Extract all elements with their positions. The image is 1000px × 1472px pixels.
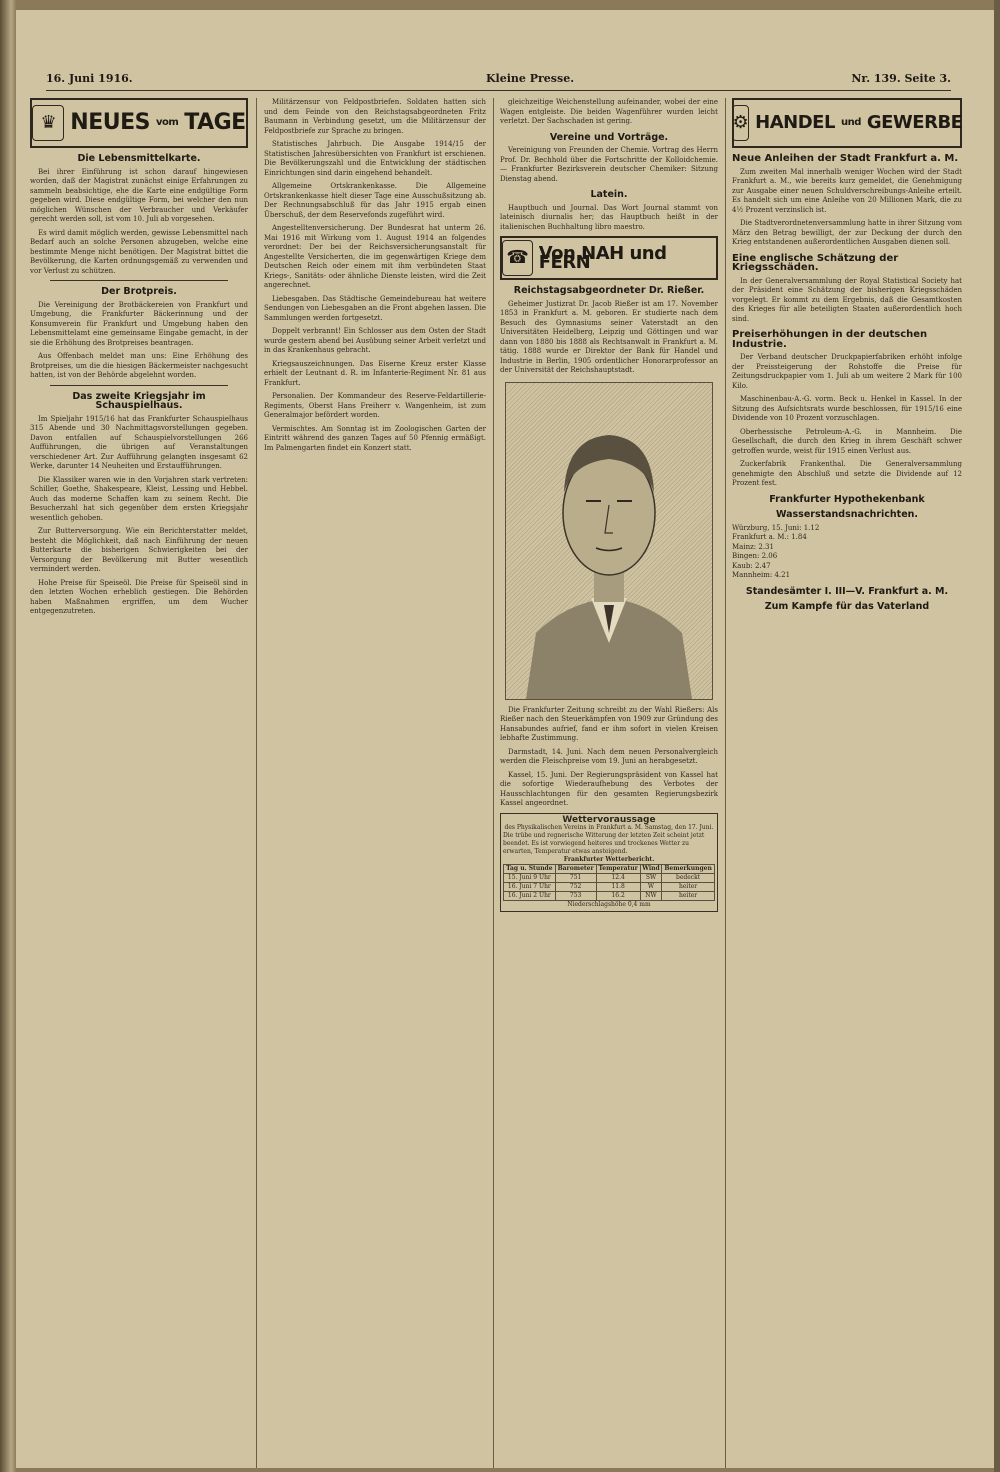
book-spine bbox=[0, 0, 16, 1472]
table-cell: heiter bbox=[662, 882, 715, 891]
weather-table-title: Frankfurter Wetterbericht. bbox=[563, 855, 655, 863]
article-heading: Latein. bbox=[590, 189, 628, 200]
section-banner-neues-vom-tage bbox=[30, 98, 248, 148]
article-heading: Das zweite Kriegsjahr im Schauspielhaus. bbox=[72, 390, 206, 411]
list-item: Kaub: 2.47 bbox=[732, 561, 771, 570]
column-rule bbox=[256, 98, 257, 1468]
article-paragraph: Die Stadtverordnetenversammlung hatte in ihrer Sitzung vom März den Betrag bewilligt, der zur Deckung der durch den Krieg entstandenen außerordentlichen Ausgaben dienen soll. bbox=[732, 219, 962, 246]
article-paragraph: Hohe Preise für Speiseöl. Die Preise für Speiseöl sind in den letzten Wochen erheblich gestiegen. Die Behörden haben Maßnahmen ergriffen, um dem Wucher entgegenzutreten. bbox=[30, 578, 248, 615]
article-heading: Die Lebensmittelkarte. bbox=[77, 153, 201, 164]
section-banner-handel-und-gewerbe bbox=[732, 98, 962, 148]
portrait-drawing bbox=[506, 383, 712, 699]
article-paragraph: Die Vereinigung der Brotbäckereien von Frankfurt und Umgebung, die Frankfurter Bäckerinnung und der Konsumverein für Frankfurt und Umgebung haben den Lebensmittelamt eine gemeinsame Eingabe gemacht, in der sie die Erhöhung des Brotpreises beantragen. bbox=[30, 300, 248, 347]
list-item: Würzburg, 15. Juni: 1.12 bbox=[732, 523, 820, 532]
column-3 bbox=[500, 98, 718, 1468]
banner-word: vom bbox=[155, 117, 179, 129]
table-cell: 12.4 bbox=[596, 873, 640, 882]
table-cell: NW bbox=[640, 891, 661, 900]
table-header: Wind bbox=[642, 864, 660, 872]
article-paragraph: Militärzensur von Feldpostbriefen. Soldaten hatten sich und dem Feinde von den Reichstagsabgeordneten Fritz Baumann in Verbindung gesetzt, um die Militärzensur der Feldpostbriefe zur Sprache zu bringen. bbox=[264, 98, 486, 135]
weather-note: Niederschlagshöhe 0,4 mm bbox=[567, 900, 651, 908]
article-heading: Preiserhöhungen in der deutschen Industrie. bbox=[732, 329, 928, 350]
article-paragraph: Zur Butterversorgung. Wie ein Berichterstatter meldet, besteht die Möglichkeit, daß nach Einführung der neuen Butterkarte die bisherigen Schwierigkeiten bei der Versorgung der Bevölkerung mit Butter wesentlich vermindert werden. bbox=[30, 527, 248, 573]
article-paragraph: Kriegsauszeichnungen. Das Eiserne Kreuz erster Klasse erhielt der Leutnant d. R. im Infanterie-Regiment Nr. 81 aus Frankfurt. bbox=[264, 359, 486, 387]
article-paragraph: Hauptbuch und Journal. Das Wort Journal stammt von lateinisch diurnalis her; das Hauptbuch heißt in der italienischen Buchhaltung libro maestro. bbox=[500, 203, 718, 231]
header-issue-number: Nr. 139. Seite 3. bbox=[851, 72, 951, 85]
article-paragraph: Allgemeine Ortskrankenkasse. Die Allgemeine Ortskrankenkasse hielt dieser Tage eine Ausschußsitzung ab. Der Rechnungsabschluß für das Jahr 1915 ergab einen Überschuß, der dem Reservefonds zugeführt wird. bbox=[264, 182, 486, 219]
article-paragraph: In der Generalversammlung der Royal Statistical Society hat der Präsident eine Schätzung der bisherigen Kriegsschäden vorgelegt. Er kommt zu dem Ergebnis, daß die Gesamtkosten des Krieges für alle beteiligten Staaten außerordentlich hoch sind. bbox=[732, 276, 962, 323]
article-heading: Frankfurter Hypothekenbank bbox=[769, 493, 925, 505]
column-2 bbox=[264, 98, 486, 1468]
article-paragraph: Darmstadt, 14. Juni. Nach dem neuen Personalvergleich werden die Fleischpreise vom 19. Juni an herabgesetzt. bbox=[500, 747, 718, 765]
table-header: Temperatur bbox=[596, 864, 640, 873]
header-date: 16. Juni 1916. bbox=[46, 72, 133, 85]
table-cell: SW bbox=[640, 873, 661, 882]
article-paragraph: Aus Offenbach meldet man uns: Eine Erhöhung des Brotpreises, um die die hiesigen Bäckermeister nachgesucht hatten, ist von der Behörde abgelehnt worden. bbox=[30, 352, 248, 379]
article-heading: Wasserstandsnachrichten. bbox=[775, 509, 919, 520]
banner-word: NEUES bbox=[70, 110, 150, 136]
banner-word: HANDEL bbox=[755, 112, 835, 134]
table-cell: 11.8 bbox=[596, 882, 640, 891]
table-cell: bedeckt bbox=[662, 873, 715, 882]
banner-word: GEWERBE bbox=[866, 112, 962, 134]
column-rule bbox=[725, 98, 726, 1468]
column-rule bbox=[493, 98, 494, 1468]
column-1 bbox=[30, 98, 248, 1468]
table-cell: heiter bbox=[662, 891, 715, 900]
section-banner-von-nah-und-fern bbox=[500, 236, 718, 280]
article-paragraph: Oberhessische Petroleum-A.-G. in Mannheim. Die Gesellschaft, die durch den Krieg in ihrem Geschäft schwer getroffen wurde, weist für 1915 einen Verlust aus. bbox=[732, 427, 962, 455]
article-paragraph: Zum zweiten Mal innerhalb weniger Wochen wird der Stadt Frankfurt a. M., wie bereits kurz gemeldet, die Genehmigung zur Ausgabe einer neuen Schuldverschreibungs-Anleihe erteilt. Es handelt sich um eine Anleihe von 20 Millionen Mark, die zu 4½ Prozent verzinslich ist. bbox=[732, 167, 962, 214]
article-paragraph: Maschinenbau-A.-G. vorm. Beck u. Henkel in Kassel. In der Sitzung des Aufsichtsrats wurde beschlossen, für 1915/16 eine Dividende von 10 Prozent vorzuschlagen. bbox=[732, 395, 962, 422]
article-paragraph: Bei ihrer Einführung ist schon darauf hingewiesen worden, daß der Magistrat zunächst einige Erfahrungen zu sammeln beabsichtige, ehe die Karte eine endgültige Form gegeben wird. Diese endgültige Form, bei welcher den nun möglichen Wünschen der Verbraucher und Verkäufer gerecht werden soll, ist vom 10. Juli ab vorgesehen. bbox=[30, 167, 248, 223]
list-item: Mannheim: 4.21 bbox=[732, 571, 791, 579]
weather-subtitle: des Physikalischen Vereins in Frankfurt a. M. Samstag, den 17. Juni. bbox=[504, 823, 714, 831]
article-paragraph: Geheimer Justizrat Dr. Jacob Rießer ist am 17. November 1853 in Frankfurt a. M. geboren. Er studierte nach dem Besuch des Gymnasiums seiner Vaterstadt an den Universitäten Heidelberg, Leipzig und Göttingen und war dann von 1880 bis 1888 als Rechtsanwalt in Frankfurt a. M. tätig. 1888 wurde er Direktor der Bank für Handel und Industrie in Berlin, 1905 ordentlicher Honorarprofessor an der Universität der Reichshauptstadt. bbox=[500, 299, 718, 374]
page-header bbox=[46, 70, 951, 91]
article-paragraph: Im Spieljahr 1915/16 hat das Frankfurter Schauspielhaus 315 Abende und 30 Nachmittagsvorstellungen gegeben. Davon entfallen auf Schauspielvorstellungen 266 Aufführungen, die übrigen auf Veranstaltungen verschiedener Art. Zur Aufführung gelangten insgesamt 62 Werke, darunter 14 Neuheiten und Erstaufführungen. bbox=[30, 414, 248, 470]
article-heading: Vereine und Vorträge. bbox=[549, 131, 669, 143]
banner-word: und bbox=[840, 117, 861, 129]
table-cell: W bbox=[640, 882, 661, 891]
eagle-icon: ♛ bbox=[32, 105, 64, 141]
article-heading: Standesämter I. III—V. Frankfurt a. M. bbox=[745, 585, 949, 597]
list-item: Bingen: 2.06 bbox=[732, 552, 778, 560]
article-paragraph: Vermischtes. Am Sonntag ist im Zoologischen Garten der Eintritt während des ganzen Tages auf 50 Pfennig ermäßigt. Im Palmengarten findet ein Konzert statt. bbox=[264, 424, 486, 452]
weather-table bbox=[503, 864, 715, 901]
article-paragraph: Liebesgaben. Das Städtische Gemeindebureau hat weitere Sendungen von Liebesgaben an die Front abgehen lassen. Die Sammlungen werden fortgesetzt. bbox=[264, 294, 486, 322]
weather-title: Wettervoraussage bbox=[562, 814, 656, 825]
gear-icon: ⚙ bbox=[732, 105, 749, 141]
article-paragraph: Personalien. Der Kommandeur des Reserve-Feldartillerie-Regiments, Oberst Hans Freiherr v. Wangenheim, ist zum Generalmajor befördert worden. bbox=[264, 392, 486, 419]
table-cell: 16. Juni 7 Uhr bbox=[504, 882, 556, 891]
table-cell: 752 bbox=[555, 882, 596, 891]
article-heading: Zum Kampfe für das Vaterland bbox=[764, 601, 930, 612]
table-row bbox=[504, 882, 715, 891]
article-paragraph: Doppelt verbrannt! Ein Schlosser aus dem Osten der Stadt wurde gestern abend bei Ausübung seiner Arbeit verletzt und in das Krankenhaus gebracht. bbox=[264, 327, 486, 354]
header-paper-title: Kleine Presse. bbox=[486, 72, 575, 85]
table-header: Tag u. Stunde bbox=[504, 864, 556, 873]
portrait-illustration bbox=[505, 382, 713, 700]
banner-word: TAGE bbox=[184, 110, 246, 136]
weather-text: Die trübe und regnerische Witterung der letzten Zeit scheint jetzt beendet. Es ist vorwiegend heiteres und trockenes Wetter zu erwarten, Temperatur etwas ansteigend. bbox=[503, 831, 705, 855]
article-paragraph: Zuckerfabrik Frankenthal. Die Generalversammlung genehmigte den Abschluß und setzte die Dividende auf 12 Prozent fest. bbox=[732, 460, 962, 487]
article-paragraph: gleichzeitige Weichenstellung aufeinander, wobei der eine Wagen entgleiste. Die beiden Wagenführer wurden leicht verletzt. Der Sachschaden ist gering. bbox=[500, 98, 718, 125]
table-header: Bemerkungen bbox=[662, 864, 715, 873]
column-4 bbox=[732, 98, 962, 1468]
table-cell: 16. Juni 2 Uhr bbox=[504, 891, 556, 900]
table-row bbox=[504, 873, 715, 882]
article-paragraph: Angestelltenversicherung. Der Bundesrat hat unterm 26. Mai 1916 mit Wirkung vom 1. August 1914 an folgendes verordnet: Der bei der Reichsversicherungsanstalt für Angestellte Versicherten, die im gegenwärtigen Kriege dem Deutschen Reich oder einem mit ihm verbündeten Staat Kriegs-, Sanitäts- oder ähnliche Dienste leisten, wird die Zeit angerechnet. bbox=[264, 224, 486, 289]
water-level-list bbox=[732, 524, 962, 581]
table-cell: 751 bbox=[555, 873, 596, 882]
divider bbox=[50, 385, 228, 386]
table-row bbox=[504, 891, 715, 900]
article-paragraph: Statistisches Jahrbuch. Die Ausgabe 1914/15 der Statistischen Jahresübersichten von Frankfurt ist erschienen. Die Bevölkerungszahl und die Entwicklung der städtischen Einrichtungen sind darin eingehend behandelt. bbox=[264, 140, 486, 177]
article-heading: Neue Anleihen der Stadt Frankfurt a. M. bbox=[732, 153, 959, 164]
table-cell: 16.2 bbox=[596, 891, 640, 900]
banner-word: Von NAH und FERN bbox=[538, 242, 667, 273]
divider bbox=[50, 280, 228, 281]
article-paragraph: Es wird damit möglich werden, gewisse Lebensmittel nach Bedarf auch an solche Personen abzugeben, welche eine bestimmte Menge nicht benötigen. Der Magistrat bittet die Bevölkerung, die Karten ordnungsgemäß zu verwenden und vor Verlust zu schützen. bbox=[30, 228, 248, 275]
article-heading: Eine englische Schätzung der Kriegsschäden. bbox=[732, 252, 899, 273]
table-cell: 15. Juni 9 Uhr bbox=[504, 873, 556, 882]
weather-box bbox=[500, 813, 718, 912]
article-paragraph: Die Frankfurter Zeitung schreibt zu der Wahl Rießers: Als Rießer nach den Steuerkämpfen von 1909 zur Gründung des Hansabundes aufrief, fand er ihm sofort in vielen Kreisen lebhafte Zustimmung. bbox=[500, 705, 718, 742]
article-paragraph: Vereinigung von Freunden der Chemie. Vortrag des Herrn Prof. Dr. Bechhold über die Fortschritte der Kolloidchemie. — Frankfurter Bezirksverein deutscher Chemiker: Sitzung Dienstag abend. bbox=[500, 146, 718, 183]
list-item: Mainz: 2.31 bbox=[732, 542, 774, 551]
article-heading: Der Brotpreis. bbox=[101, 286, 177, 297]
table-header: Barometer bbox=[555, 864, 596, 873]
article-paragraph: Der Verband deutscher Druckpapierfabriken erhöht infolge der Preissteigerung der Rohstoffe die Preise für Zeitungsdruckpapier vom 1. Juli ab um weitere 2 Mark für 100 Kilo. bbox=[732, 353, 962, 390]
newspaper-page bbox=[16, 10, 994, 1468]
article-heading: Reichstagsabgeordneter Dr. Rießer. bbox=[513, 285, 705, 296]
telephone-icon: ☎ bbox=[502, 240, 533, 276]
article-paragraph: Die Klassiker waren wie in den Vorjahren stark vertreten: Schiller, Goethe, Shakespeare, Kleist, Lessing und Hebbel. Auch das moderne Schaffen kam zu seinem Recht. Die Besucherzahl hat sich gegenüber dem ersten Kriegsjahr wesentlich gehoben. bbox=[30, 475, 248, 522]
article-paragraph: Kassel, 15. Juni. Der Regierungspräsident von Kassel hat die sofortige Wiederaufhebung des Verbotes der Hausschlachtungen für den gesamten Regierungsbezirk Kassel angeordnet. bbox=[500, 770, 718, 807]
list-item: Frankfurt a. M.: 1.84 bbox=[732, 533, 807, 541]
table-cell: 753 bbox=[555, 891, 596, 900]
page-edge bbox=[994, 0, 1000, 1472]
